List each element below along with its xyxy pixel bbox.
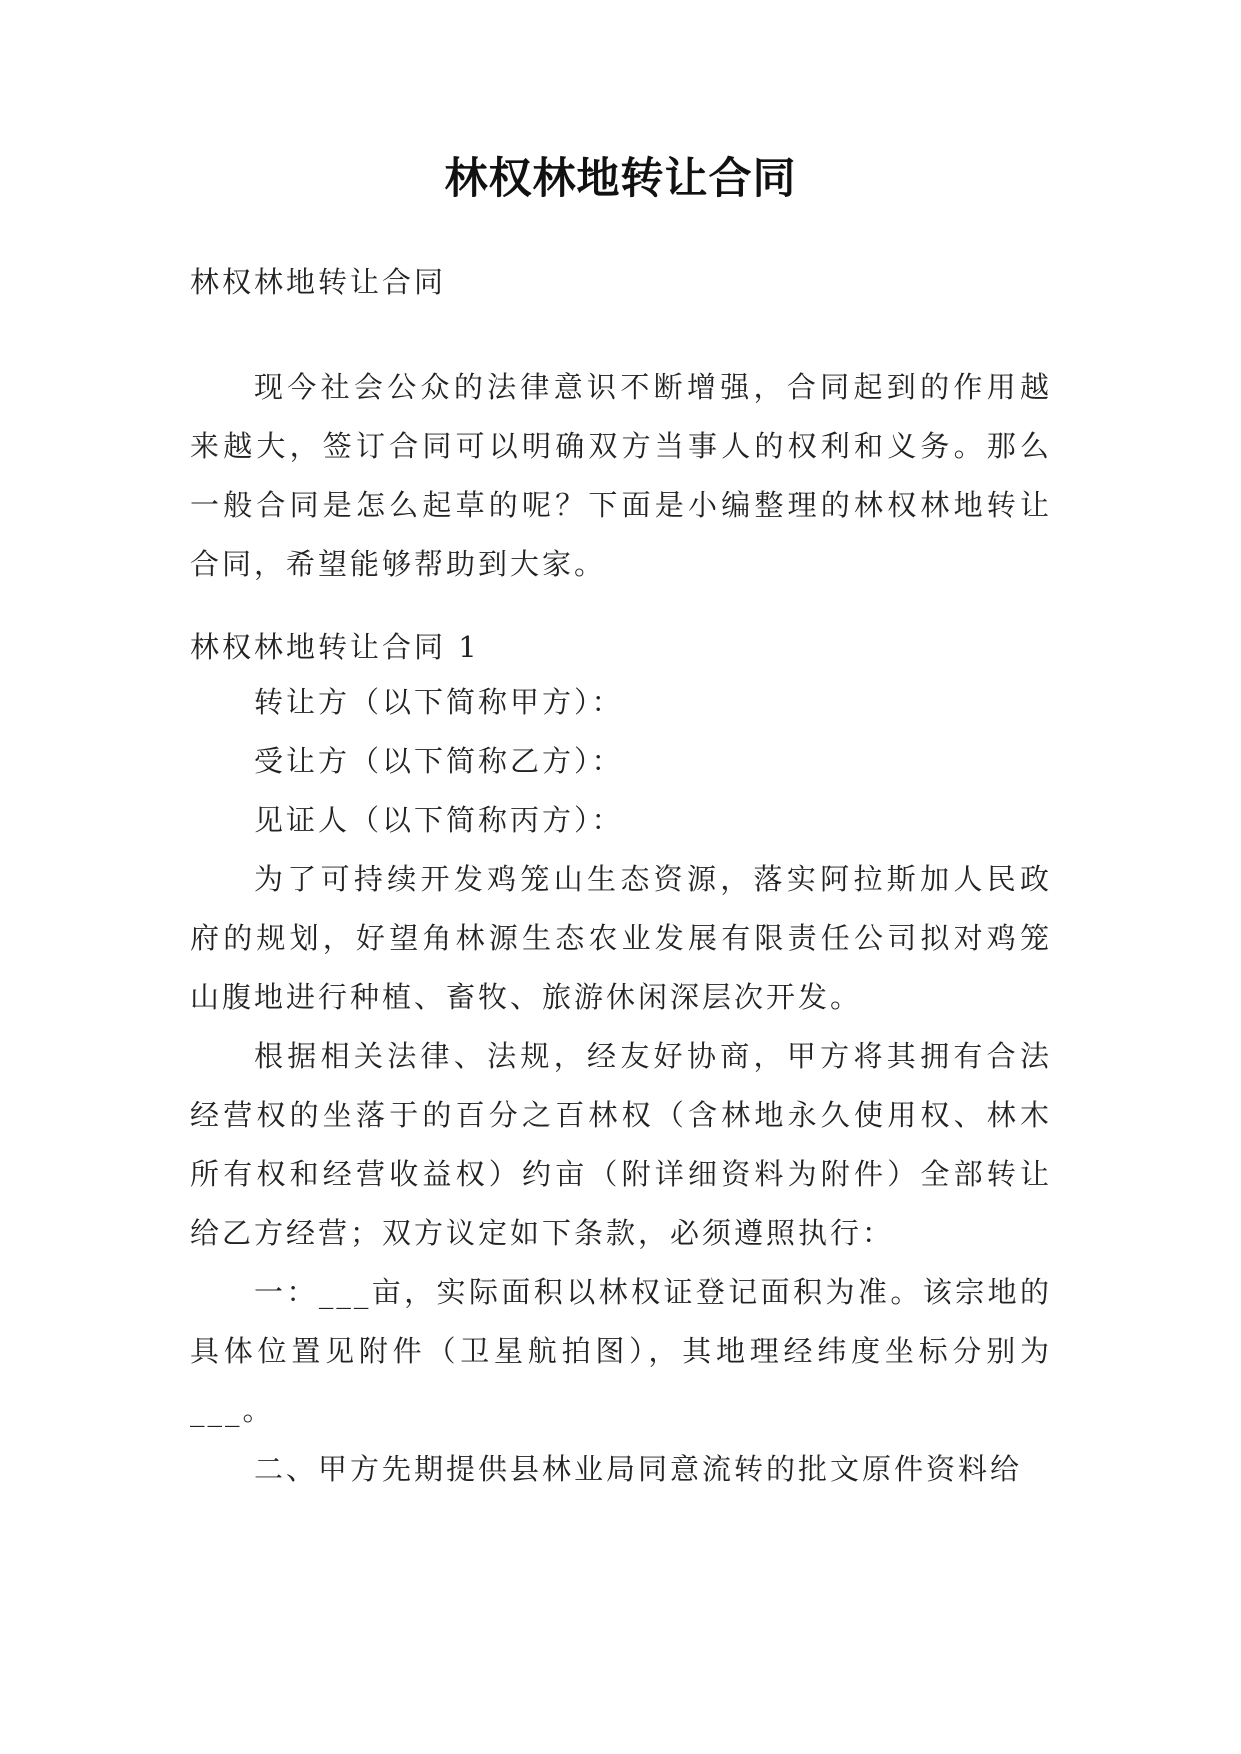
section-heading: 林权林地转让合同 1 [190, 630, 480, 664]
clause-two: 二、甲方先期提供县林业局同意流转的批文原件资料给 [254, 1452, 1023, 1486]
party-b-line: 受让方（以下简称乙方）： [254, 744, 624, 778]
document-subtitle: 林权林地转让合同 [190, 265, 447, 299]
document-title: 林权林地转让合同 [444, 154, 797, 204]
clause-one: 一：___亩，实际面积以林权证登记面积为准。该宗地的具体位置见附件（卫星航拍图），其地理经纬度坐标分别为___。 [190, 1275, 1052, 1427]
intro-paragraph: 现今社会公众的法律意识不断增强，合同起到的作用越来越大，签订合同可以明确双方当事人的权利和义务。那么一般合同是怎么起草的呢？下面是小编整理的林权林地转让合同，希望能够帮助到大家。 [190, 370, 1052, 581]
intro-paragraph-block [190, 358, 1052, 594]
purpose-paragraph: 为了可持续开发鸡笼山生态资源，落实阿拉斯加人民政府的规划，好望角林源生态农业发展有限责任公司拟对鸡笼山腹地进行种植、畜牧、旅游休闲深层次开发。 [190, 862, 1052, 1014]
party-a-line: 转让方（以下简称甲方）： [254, 685, 624, 719]
contract-body [190, 673, 1052, 1499]
witness-line: 见证人（以下简称丙方）： [254, 803, 624, 837]
basis-paragraph: 根据相关法律、法规，经友好协商，甲方将其拥有合法经营权的坐落于的百分之百林权（含林地永久使用权、林木所有权和经营收益权）约亩（附详细资料为附件）全部转让给乙方经营；双方议定如下条款，必须遵照执行： [190, 1039, 1052, 1250]
